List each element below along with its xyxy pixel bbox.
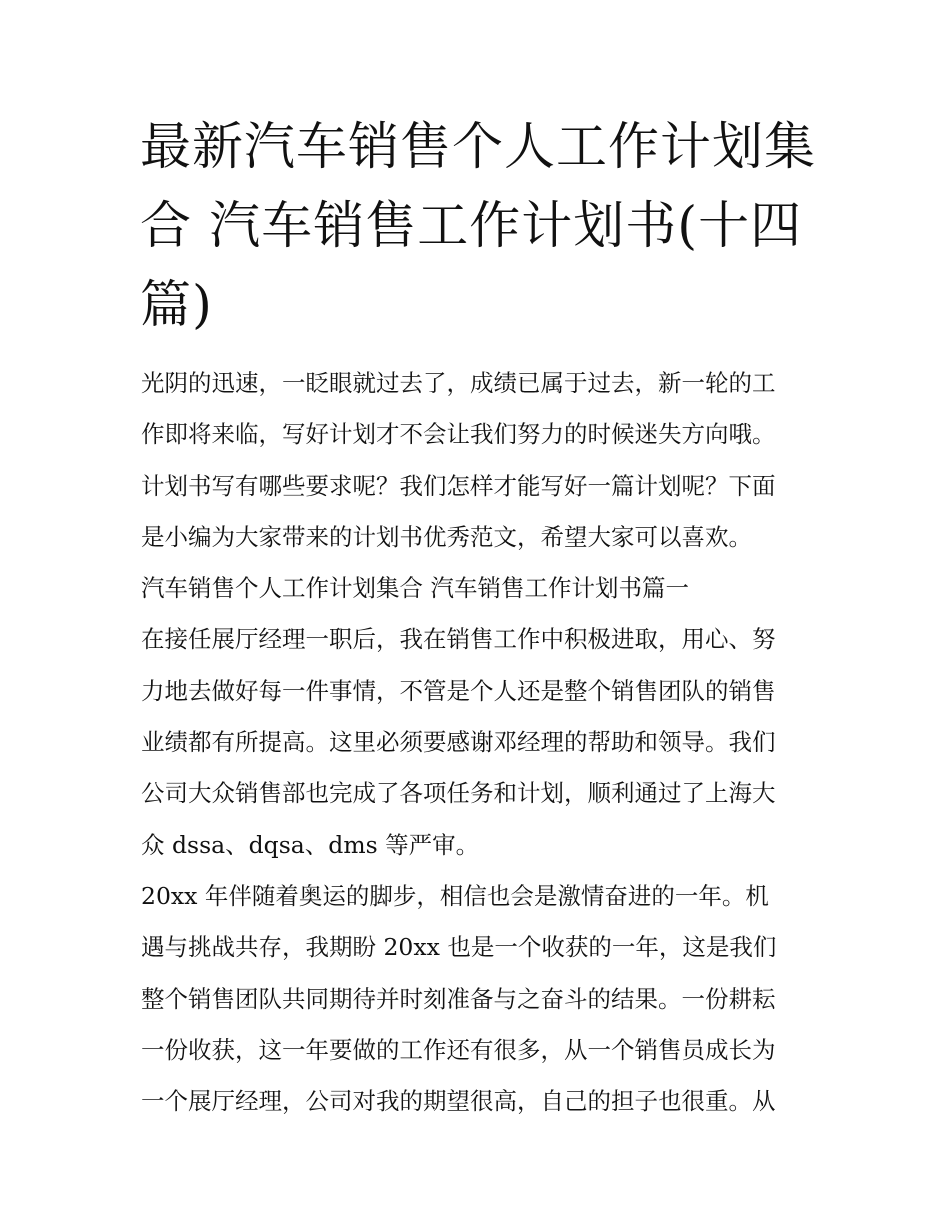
- title-line: 合 汽车销售工作计划书(十四: [140, 197, 803, 256]
- section-heading: 汽车销售个人工作计划集合 汽车销售工作计划书篇一: [141, 574, 689, 603]
- intro-line: 是小编为大家带来的计划书优秀范文，希望大家可以喜欢。: [141, 522, 752, 551]
- body-line: 20xx 年伴随着奥运的脚步，相信也会是激情奋进的一年。机: [141, 881, 769, 910]
- body-line: 一份收获，这一年要做的工作还有很多，从一个销售员成长为: [141, 1035, 776, 1064]
- intro-line: 作即将来临，写好计划才不会让我们努力的时候迷失方向哦。: [141, 420, 776, 449]
- body-line: 公司大众销售部也完成了各项任务和计划，顺利通过了上海大: [141, 779, 776, 808]
- title-line: 篇): [140, 276, 213, 335]
- body-line: 在接任展厅经理一职后，我在销售工作中积极进取，用心、努: [141, 625, 776, 654]
- document-body: [141, 358, 821, 1127]
- body-line: 一个展厅经理，公司对我的期望很高，自己的担子也很重。从: [141, 1087, 776, 1116]
- intro-line: 光阴的迅速，一眨眼就过去了，成绩已属于过去，新一轮的工: [141, 369, 776, 397]
- body-line: 业绩都有所提高。这里必须要感谢邓经理的帮助和领导。我们: [141, 728, 776, 757]
- intro-line: 计划书写有哪些要求呢？我们怎样才能写好一篇计划呢？下面: [141, 471, 776, 500]
- title-line: 最新汽车销售个人工作计划集: [140, 118, 817, 177]
- body-line: 力地去做好每一件事情，不管是个人还是整个销售团队的销售: [141, 676, 776, 705]
- body-line: 遇与挑战共存，我期盼 20xx 也是一个收获的一年，这是我们: [141, 933, 777, 962]
- body-line: 整个销售团队共同期待并时刻准备与之奋斗的结果。一份耕耘: [141, 984, 776, 1013]
- document-title: [140, 108, 820, 345]
- body-line: 众 dssa、dqsa、dms 等严审。: [141, 830, 480, 859]
